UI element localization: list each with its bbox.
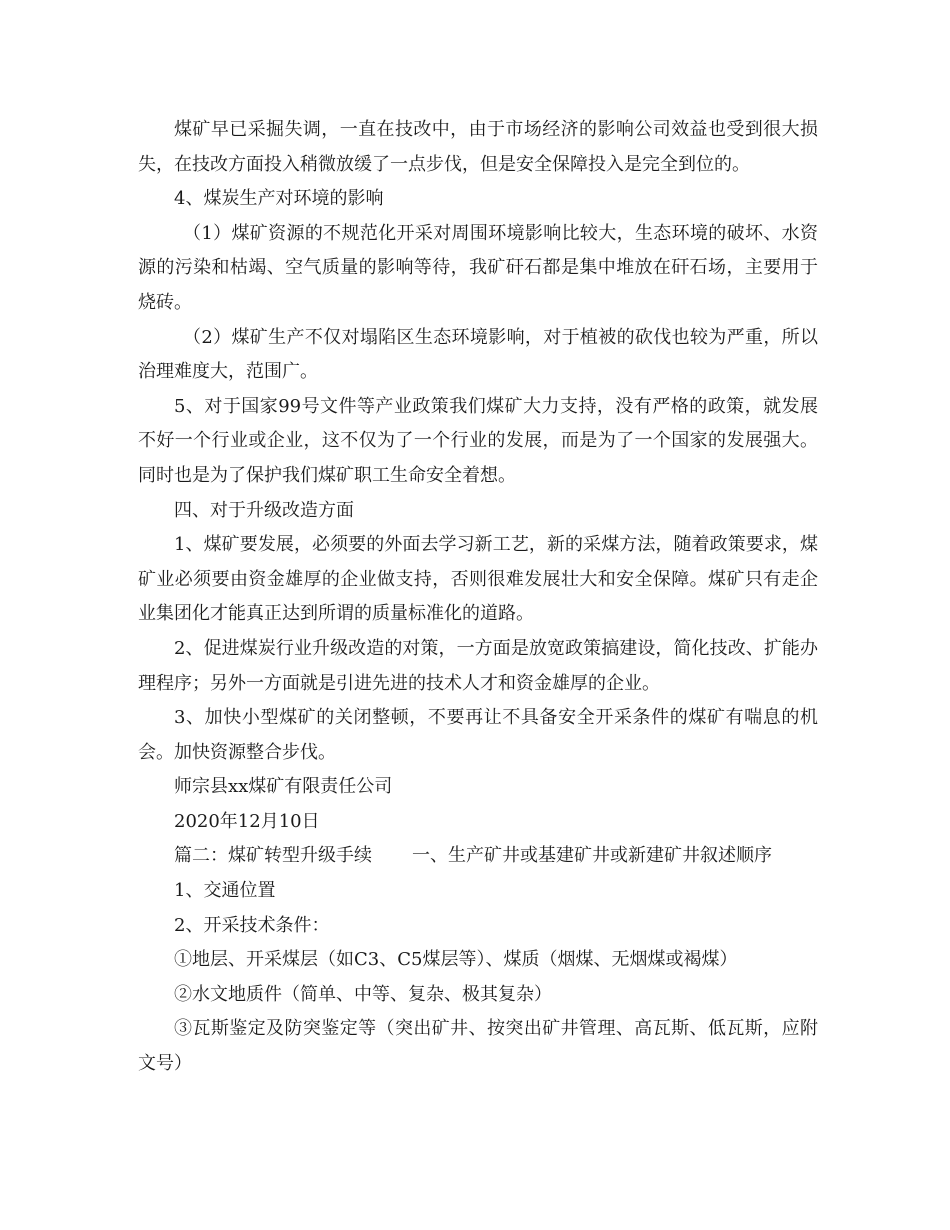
paragraph-upgrade-3: 3、加快小型煤矿的关闭整顿，不要再让不具备安全开采条件的煤矿有喘息的机会。加快资源整合步伐。 [138, 707, 818, 763]
paragraph-upgrade-1: 1、煤矿要发展，必须要的外面去学习新工艺，新的采煤方法，随着政策要求，煤矿业必须要由资金雄厚的企业做支持，否则很难发展壮大和安全保障。煤矿只有走企业集团化才能真正达到所谓的质量标准化的道路。 [138, 534, 818, 625]
heading-environment-impact: 4、煤炭生产对环境的影响 [174, 188, 384, 210]
list-item-strata: ①地层、开采煤层（如C3、C5煤层等）、煤质（烟煤、无烟煤或褐煤） [174, 949, 738, 971]
list-item-gas-appraisal: ③瓦斯鉴定及防突鉴定等（突出矿井、按突出矿井管理、高瓦斯、低瓦斯，应附文号） [138, 1018, 818, 1075]
paragraph-tech-upgrade: 煤矿早已采掘失调，一直在技改中，由于市场经济的影响公司效益也受到很大损失，在技改方面投入稍微放缓了一点步伐，但是安全保障投入是完全到位的。 [138, 119, 818, 175]
signature-date: 2020年12月10日 [174, 810, 320, 832]
section2-subtitle: 一、生产矿井或基建矿井或新建矿井叙述顺序 [412, 845, 772, 867]
paragraph-upgrade-2: 2、促进煤炭行业升级改造的对策，一方面是放宽政策搞建设，简化技改、扩能办理程序；另外一方面就是引进先进的技术人才和资金雄厚的企业。 [138, 637, 818, 694]
heading-upgrade: 四、对于升级改造方面 [174, 499, 354, 521]
section2-title: 篇二：煤矿转型升级手续 [174, 845, 372, 867]
list-item-mining-conditions: 2、开采技术条件： [174, 914, 330, 936]
paragraph-policy: 5、对于国家99号文件等产业政策我们煤矿大力支持，没有严格的政策，就发展不好一个行业或企业，这不仅为了一个行业的发展，而是为了一个国家的发展强大。同时也是为了保护我们煤矿职工生命安全着想。 [138, 395, 818, 486]
list-item-hydrogeology: ②水文地质件（简单、中等、复杂、极其复杂） [174, 983, 552, 1005]
paragraph-env-1: （1）煤矿资源的不规范化开采对周围环境影响比较大，生态环境的破坏、水资源的污染和枯竭、空气质量的影响等待，我矿矸石都是集中堆放在矸石场，主要用于烧砖。 [138, 222, 818, 313]
paragraph-env-2: （2）煤矿生产不仅对塌陷区生态环境影响，对于植被的砍伐也较为严重，所以治理难度大，范围广。 [138, 326, 818, 383]
document-page [138, 113, 818, 1082]
section2-heading [138, 839, 818, 874]
list-item-traffic: 1、交通位置 [174, 880, 276, 902]
signature-company: 师宗县xx煤矿有限责任公司 [174, 776, 393, 798]
